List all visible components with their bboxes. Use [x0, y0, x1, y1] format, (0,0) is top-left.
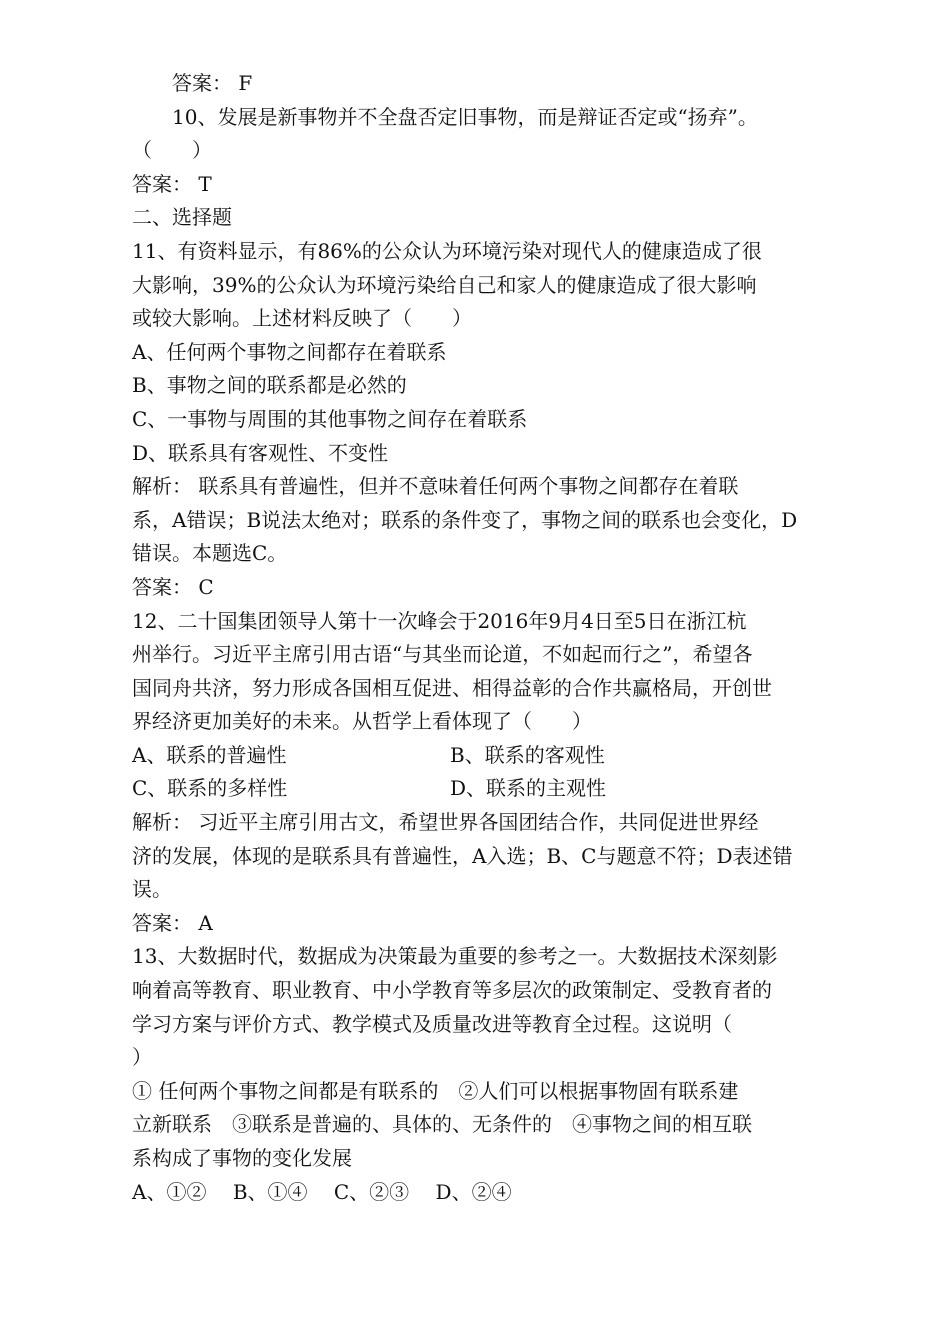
q13-statements-line-3: 系构成了事物的变化发展 — [132, 1146, 352, 1170]
question-12-line-3: 国同舟共济，努力形成各国相互促进、相得益彰的合作共赢格局，开创世 — [132, 675, 772, 700]
q11-option-a: A、任何两个事物之间都存在着联系 — [132, 339, 447, 364]
q12-option-b: B、联系的客观性 — [450, 742, 605, 767]
q12-option-a: A、联系的普遍性 — [132, 742, 287, 767]
q13-statements-line-1: ① 任何两个事物之间都是有联系的 ②人们可以根据事物固有联系建 — [132, 1078, 739, 1103]
q12-analysis-line-1: 解析： 习近平主席引用古文，希望世界各国团结合作，共同促进世界经 — [132, 810, 759, 835]
q13-option-d: D、②④ — [435, 1179, 512, 1204]
q12-option-c: C、联系的多样性 — [132, 776, 288, 801]
answer-11: 答案： C — [132, 574, 214, 599]
q11-option-c: C、一事物与周围的其他事物之间存在着联系 — [132, 406, 528, 431]
q12-analysis-line-3: 误。 — [132, 877, 172, 902]
question-12-line-1: 12、二十国集团领导人第十一次峰会于2016年9月4日至5日在浙江杭 — [132, 608, 747, 633]
q12-option-d: D、联系的主观性 — [450, 776, 607, 801]
question-10: 10、发展是新事物并不全盘否定旧事物，而是辩证否定或“扬弃”。 — [172, 104, 758, 129]
question-11-line-1: 11、有资料显示，有86%的公众认为环境污染对现代人的健康造成了很 — [132, 238, 762, 263]
q13-option-a: A、①② — [132, 1179, 207, 1204]
document-page — [132, 67, 822, 1209]
answer-9: 答案： F — [172, 71, 253, 95]
question-12-line-2: 州举行。习近平主席引用古语“与其坐而论道，不如起而行之”，希望各 — [132, 642, 753, 667]
q12-analysis-line-2: 济的发展，体现的是联系具有普遍性，A入选；B、C与题意不符；D表述错 — [132, 843, 793, 868]
question-10-blank: （ ） — [132, 138, 212, 163]
q12-options-row-2 — [132, 772, 822, 806]
question-13-line-1: 13、大数据时代，数据成为决策最为重要的参考之一。大数据技术深刻影 — [132, 944, 778, 969]
section-heading: 二、选择题 — [132, 205, 232, 230]
question-11-line-2: 大影响，39%的公众认为环境污染给自己和家人的健康造成了很大影响 — [132, 272, 757, 297]
q13-option-c: C、②③ — [333, 1179, 410, 1204]
question-12-line-4: 界经济更加美好的未来。从哲学上看体现了（ ） — [132, 709, 592, 734]
q13-statements-line-2: 立新联系 ③联系是普遍的、具体的、无条件的 ④事物之间的相互联 — [132, 1112, 752, 1137]
question-13-line-4: ） — [132, 1045, 152, 1070]
q13-option-b: B、①④ — [232, 1179, 308, 1204]
q11-analysis-line-2: 系，A错误；B说法太绝对；联系的条件变了，事物之间的联系也会变化，D — [132, 507, 798, 532]
answer-12: 答案： A — [132, 910, 213, 935]
q11-analysis-line-3: 错误。本题选C。 — [132, 541, 288, 566]
question-13-line-2: 响着高等教育、职业教育、中小学教育等多层次的政策制定、受教育者的 — [132, 978, 772, 1003]
question-11-line-3: 或较大影响。上述材料反映了（ ） — [132, 306, 472, 331]
answer-10: 答案： T — [132, 171, 212, 196]
q11-option-d: D、联系具有客观性、不变性 — [132, 440, 389, 465]
q12-options-row-1 — [132, 739, 822, 773]
q11-option-b: B、事物之间的联系都是必然的 — [132, 373, 407, 398]
question-13-line-3: 学习方案与评价方式、教学模式及质量改进等教育全过程。这说明（ — [132, 1011, 732, 1036]
q13-options — [132, 1176, 822, 1210]
q11-analysis-line-1: 解析： 联系具有普遍性，但并不意味着任何两个事物之间都存在着联 — [132, 474, 739, 499]
